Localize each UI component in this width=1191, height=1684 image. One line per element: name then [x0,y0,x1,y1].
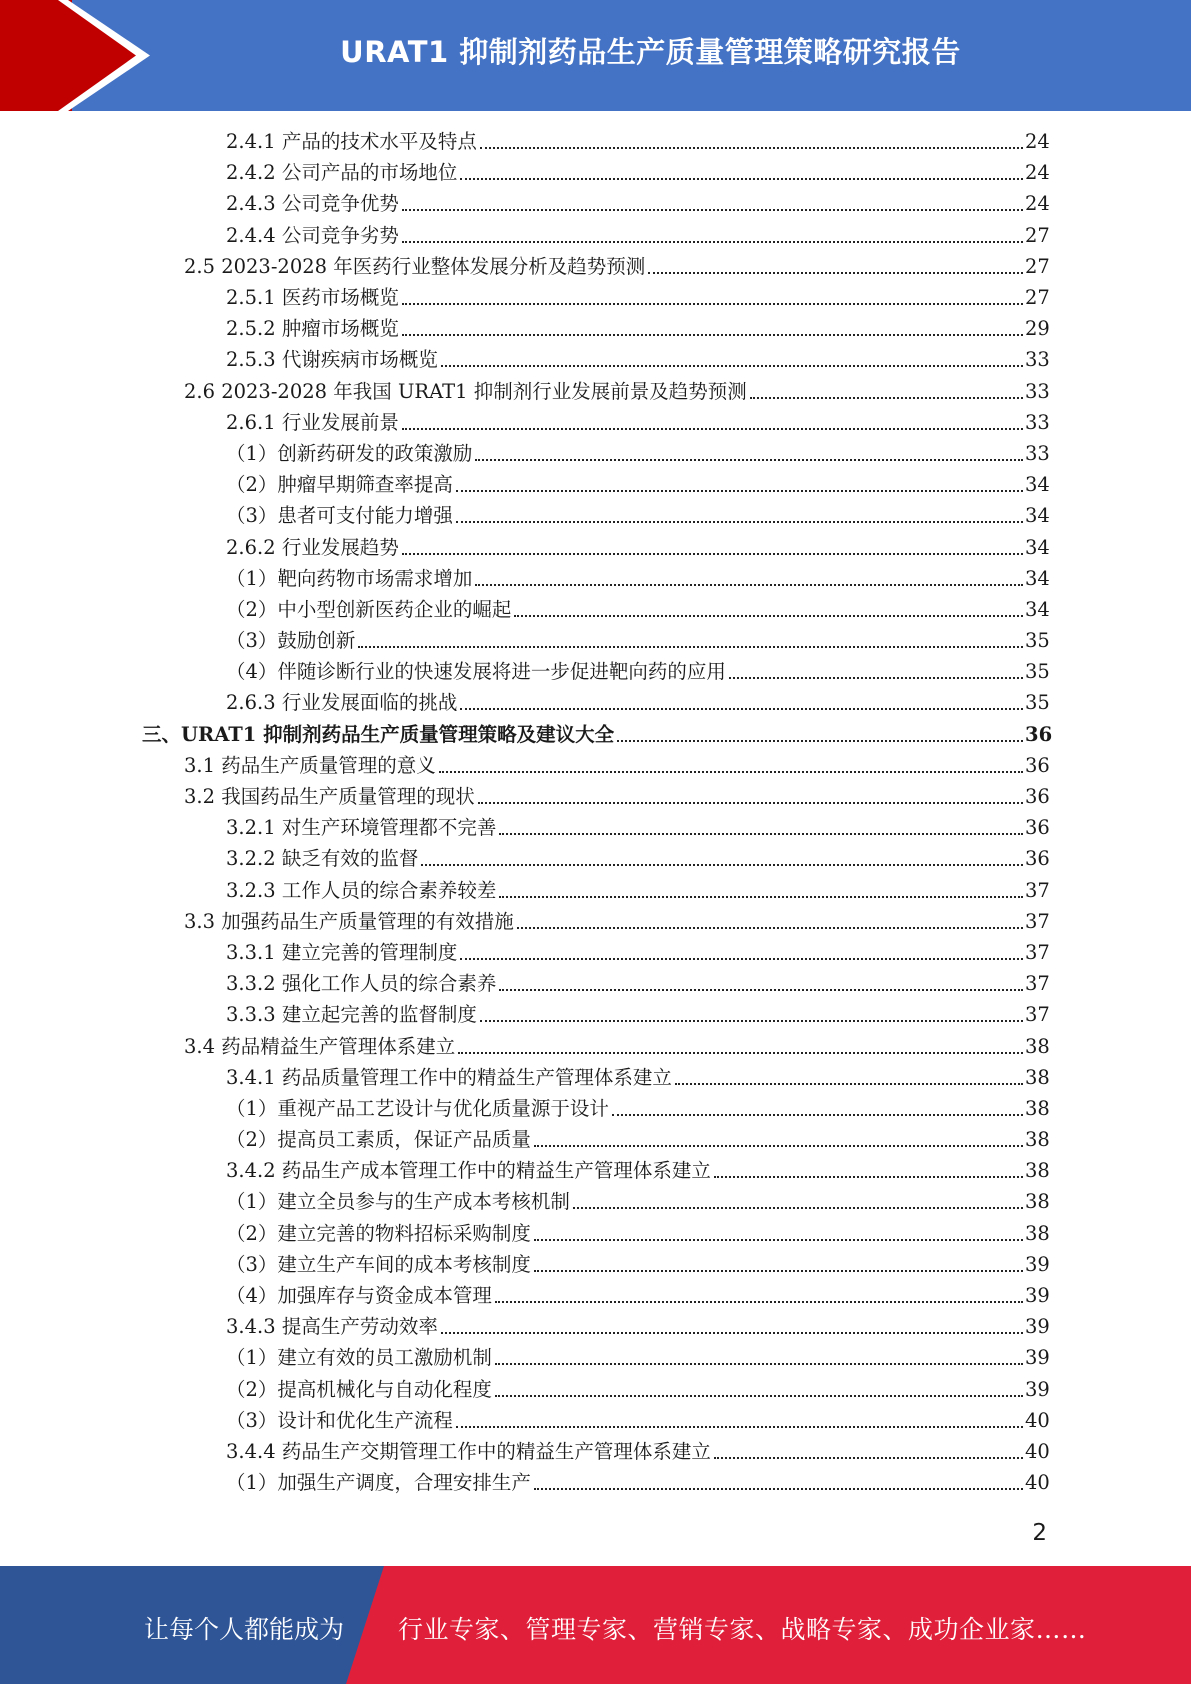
footer-slogan-left: 让每个人都能成为 [144,1615,345,1644]
toc-dot-leader [456,500,1023,531]
toc-entry[interactable] [226,188,1050,219]
toc-dot-leader [534,1218,1023,1249]
toc-entry[interactable] [226,157,1050,188]
toc-entry-title: 3.4.2 药品生产成本管理工作中的精益生产管理体系建立 [226,1159,711,1183]
page-number: 2 [1032,1520,1047,1546]
toc-entry-page: 37 [1025,1003,1050,1027]
toc-entry-title: 2.5.2 肿瘤市场概览 [226,317,399,341]
toc-entry[interactable] [226,1218,1050,1249]
toc-entry[interactable] [226,313,1050,344]
toc-entry[interactable] [226,875,1050,906]
toc-entry-title: （2）建立完善的物料招标采购制度 [226,1221,531,1245]
footer-slogan-right: 行业专家、管理专家、营销专家、战略专家、成功企业家…… [398,1615,1087,1644]
toc-dot-leader [499,812,1023,843]
toc-entry-title: 3.4.1 药品质量管理工作中的精益生产管理体系建立 [226,1065,672,1089]
toc-entry-title: （1）建立有效的员工激励机制 [226,1346,492,1370]
toc-entry[interactable] [226,843,1050,874]
toc-dot-leader [617,719,1023,750]
toc-entry[interactable] [226,1124,1050,1155]
toc-dot-leader [534,1467,1023,1498]
toc-entry-page: 38 [1025,1221,1050,1245]
toc-entry[interactable] [226,438,1050,469]
toc-dot-leader [402,407,1023,438]
toc-entry-title: 3.1 药品生产质量管理的意义 [184,753,436,777]
toc-entry-page: 36 [1025,785,1050,809]
toc-dot-leader [495,1374,1023,1405]
toc-dot-leader [478,781,1023,812]
toc-entry-title: 3.2.2 缺乏有效的监督 [226,847,419,871]
toc-entry-page: 33 [1025,348,1050,372]
toc-entry[interactable] [226,407,1050,438]
toc-entry-title: 2.4.3 公司竞争优势 [226,192,399,216]
toc-entry-title: （3）设计和优化生产流程 [226,1408,453,1432]
toc-dot-leader [475,438,1023,469]
toc-dot-leader [456,1405,1023,1436]
toc-dot-leader [534,1249,1023,1280]
toc-entry[interactable] [226,812,1050,843]
toc-entry-title: 3.2 我国药品生产质量管理的现状 [184,785,475,809]
toc-entry-page: 38 [1025,1128,1050,1152]
toc-entry[interactable] [226,999,1050,1030]
toc-entry[interactable] [226,220,1050,251]
toc-dot-leader [534,1124,1023,1155]
toc-entry-page: 27 [1025,254,1050,278]
header-banner [0,0,1191,111]
toc-entry[interactable] [226,1186,1050,1217]
toc-dot-leader [456,469,1023,500]
toc-entry-title: （2）肿瘤早期筛查率提高 [226,473,453,497]
toc-entry-page: 29 [1025,317,1050,341]
toc-entry-page: 34 [1025,535,1050,559]
toc-entry-title: 3.4.4 药品生产交期管理工作中的精益生产管理体系建立 [226,1439,711,1463]
toc-entry[interactable] [226,656,1050,687]
toc-entry-title: （2）提高机械化与自动化程度 [226,1377,492,1401]
toc-entry-title: 2.6.2 行业发展趋势 [226,535,399,559]
toc-entry[interactable] [226,1093,1050,1124]
toc-dot-leader [612,1093,1023,1124]
toc-entry-page: 34 [1025,566,1050,590]
toc-dot-leader [495,1280,1023,1311]
toc-dot-leader [439,750,1023,781]
toc-entry-title: 2.5.1 医药市场概览 [226,286,399,310]
toc-entry-page: 40 [1025,1439,1050,1463]
toc-dot-leader [460,687,1023,718]
toc-dot-leader [402,220,1023,251]
toc-entry[interactable] [226,1280,1050,1311]
toc-entry-page: 36 [1025,753,1050,777]
toc-entry-title: 3.4 药品精益生产管理体系建立 [184,1034,456,1058]
toc-entry[interactable] [184,251,1050,282]
toc-entry-title: 2.5 2023-2028 年医药行业整体发展分析及趋势预测 [184,254,646,278]
toc-entry[interactable] [226,1405,1050,1436]
toc-entry[interactable] [226,687,1050,718]
toc-entry[interactable] [226,563,1050,594]
toc-entry[interactable] [226,968,1050,999]
toc-dot-leader [714,1436,1023,1467]
toc-entry[interactable] [226,1436,1050,1467]
toc-entry[interactable] [184,906,1050,937]
toc-entry-title: 3.3.1 建立完善的管理制度 [226,940,458,964]
toc-dot-leader [499,968,1023,999]
toc-dot-leader [480,126,1023,157]
toc-entry-page: 27 [1025,286,1050,310]
toc-entry-title: 2.6.1 行业发展前景 [226,410,399,434]
toc-entry-title: 2.4.4 公司竞争劣势 [226,223,399,247]
toc-entry-title: （1）重视产品工艺设计与优化质量源于设计 [226,1096,609,1120]
toc-dot-leader [714,1155,1023,1186]
toc-entry-page: 33 [1025,441,1050,465]
toc-entry-page: 39 [1025,1315,1050,1339]
toc-entry-title: （1）建立全员参与的生产成本考核机制 [226,1190,570,1214]
toc-entry-page: 35 [1025,629,1050,653]
toc-entry[interactable] [184,376,1050,407]
toc-entry-page: 39 [1025,1284,1050,1308]
toc-dot-leader [460,157,1023,188]
toc-entry-title: （2）中小型创新医药企业的崛起 [226,597,512,621]
toc-dot-leader [480,999,1023,1030]
footer-banner [0,1566,1191,1684]
toc-entry-page: 40 [1025,1408,1050,1432]
toc-entry[interactable] [226,126,1050,157]
toc-entry[interactable] [226,1062,1050,1093]
toc-dot-leader [460,937,1023,968]
toc-entry-title: 2.6 2023-2028 年我国 URAT1 抑制剂行业发展前景及趋势预测 [184,379,747,403]
toc-dot-leader [675,1062,1023,1093]
toc-entry[interactable] [226,937,1050,968]
toc-entry[interactable] [226,344,1050,375]
toc-entry-page: 37 [1025,909,1050,933]
toc-dot-leader [648,251,1023,282]
toc-entry-title: （3）建立生产车间的成本考核制度 [226,1252,531,1276]
toc-dot-leader [750,376,1023,407]
toc-entry-page: 33 [1025,410,1050,434]
toc-entry-page: 39 [1025,1252,1050,1276]
toc-dot-leader [475,563,1023,594]
toc-entry[interactable] [226,594,1050,625]
toc-dot-leader [573,1186,1023,1217]
toc-entry-page: 38 [1025,1096,1050,1120]
toc-entry[interactable] [226,1374,1050,1405]
toc-entry-title: 2.4.1 产品的技术水平及特点 [226,130,477,154]
toc-dot-leader [495,1342,1023,1373]
toc-entry[interactable] [226,1467,1050,1498]
toc-entry[interactable] [226,1155,1050,1186]
toc-entry-page: 35 [1025,660,1050,684]
toc-entry[interactable] [184,750,1050,781]
toc-entry-title: 三、URAT1 抑制剂药品生产质量管理策略及建议大全 [142,722,615,746]
toc-entry-page: 34 [1025,597,1050,621]
toc-entry-page: 38 [1025,1159,1050,1183]
toc-entry-title: （3）患者可支付能力增强 [226,504,453,528]
toc-entry-title: （3）鼓励创新 [226,629,356,653]
report-title: URAT1 抑制剂药品生产质量管理策略研究报告 [340,35,961,69]
toc-entry-title: （1）靶向药物市场需求增加 [226,566,473,590]
toc-entry-page: 38 [1025,1190,1050,1214]
toc-entry-page: 37 [1025,940,1050,964]
toc-entry-title: （4）加强库存与资金成本管理 [226,1284,492,1308]
toc-entry-title: 3.3.2 强化工作人员的综合素养 [226,972,497,996]
toc-entry[interactable] [226,282,1050,313]
toc-dot-leader [729,656,1023,687]
toc-entry[interactable] [226,1342,1050,1373]
toc-entry-page: 24 [1025,161,1050,185]
toc-dot-leader [402,532,1023,563]
toc-dot-leader [517,906,1023,937]
toc-entry[interactable] [184,1030,1050,1061]
toc-entry-page: 34 [1025,504,1050,528]
toc-entry-page: 40 [1025,1471,1050,1495]
toc-entry-page: 35 [1025,691,1050,715]
toc-entry-page: 39 [1025,1346,1050,1370]
toc-dot-leader [402,282,1023,313]
toc-dot-leader [441,1311,1023,1342]
toc-entry-title: 3.2.1 对生产环境管理都不完善 [226,816,497,840]
toc-entry-page: 36 [1025,816,1050,840]
toc-entry-title: （4）伴随诊断行业的快速发展将进一步促进靶向药的应用 [226,660,726,684]
toc-dot-leader [358,625,1023,656]
toc-dot-leader [458,1031,1023,1062]
table-of-contents [0,126,1191,1498]
toc-entry-page: 24 [1025,192,1050,216]
toc-entry-title: （2）提高员工素质，保证产品质量 [226,1128,531,1152]
toc-entry-page: 37 [1025,878,1050,902]
toc-entry-page: 36 [1025,847,1050,871]
toc-entry[interactable] [226,531,1050,562]
toc-entry-title: （1）创新药研发的政策激励 [226,441,473,465]
toc-entry[interactable] [184,781,1050,812]
toc-entry-title: 3.3 加强药品生产质量管理的有效措施 [184,909,514,933]
toc-entry[interactable] [226,500,1050,531]
toc-dot-leader [441,344,1023,375]
toc-entry-page: 38 [1025,1034,1050,1058]
toc-dot-leader [421,843,1023,874]
toc-entry-title: 3.4.3 提高生产劳动效率 [226,1315,438,1339]
toc-entry-title: （1）加强生产调度，合理安排生产 [226,1471,531,1495]
toc-entry-page: 27 [1025,223,1050,247]
toc-entry-title: 3.2.3 工作人员的综合素养较差 [226,878,497,902]
toc-entry-page: 33 [1025,379,1050,403]
toc-entry-page: 39 [1025,1377,1050,1401]
toc-entry[interactable] [226,469,1050,500]
toc-entry-title: 3.3.3 建立起完善的监督制度 [226,1003,477,1027]
toc-entry-page: 24 [1025,130,1050,154]
toc-dot-leader [514,594,1023,625]
toc-entry[interactable] [226,1249,1050,1280]
toc-entry-title: 2.4.2 公司产品的市场地位 [226,161,458,185]
toc-entry-page: 36 [1025,722,1053,746]
toc-entry-page: 37 [1025,972,1050,996]
toc-dot-leader [402,313,1023,344]
toc-entry-page: 34 [1025,473,1050,497]
toc-entry-title: 2.6.3 行业发展面临的挑战 [226,691,458,715]
toc-entry[interactable] [226,625,1050,656]
toc-entry[interactable] [142,719,1053,750]
toc-entry[interactable] [226,1311,1050,1342]
toc-dot-leader [402,188,1023,219]
toc-entry-title: 2.5.3 代谢疾病市场概览 [226,348,438,372]
toc-entry-page: 38 [1025,1065,1050,1089]
toc-dot-leader [499,875,1023,906]
